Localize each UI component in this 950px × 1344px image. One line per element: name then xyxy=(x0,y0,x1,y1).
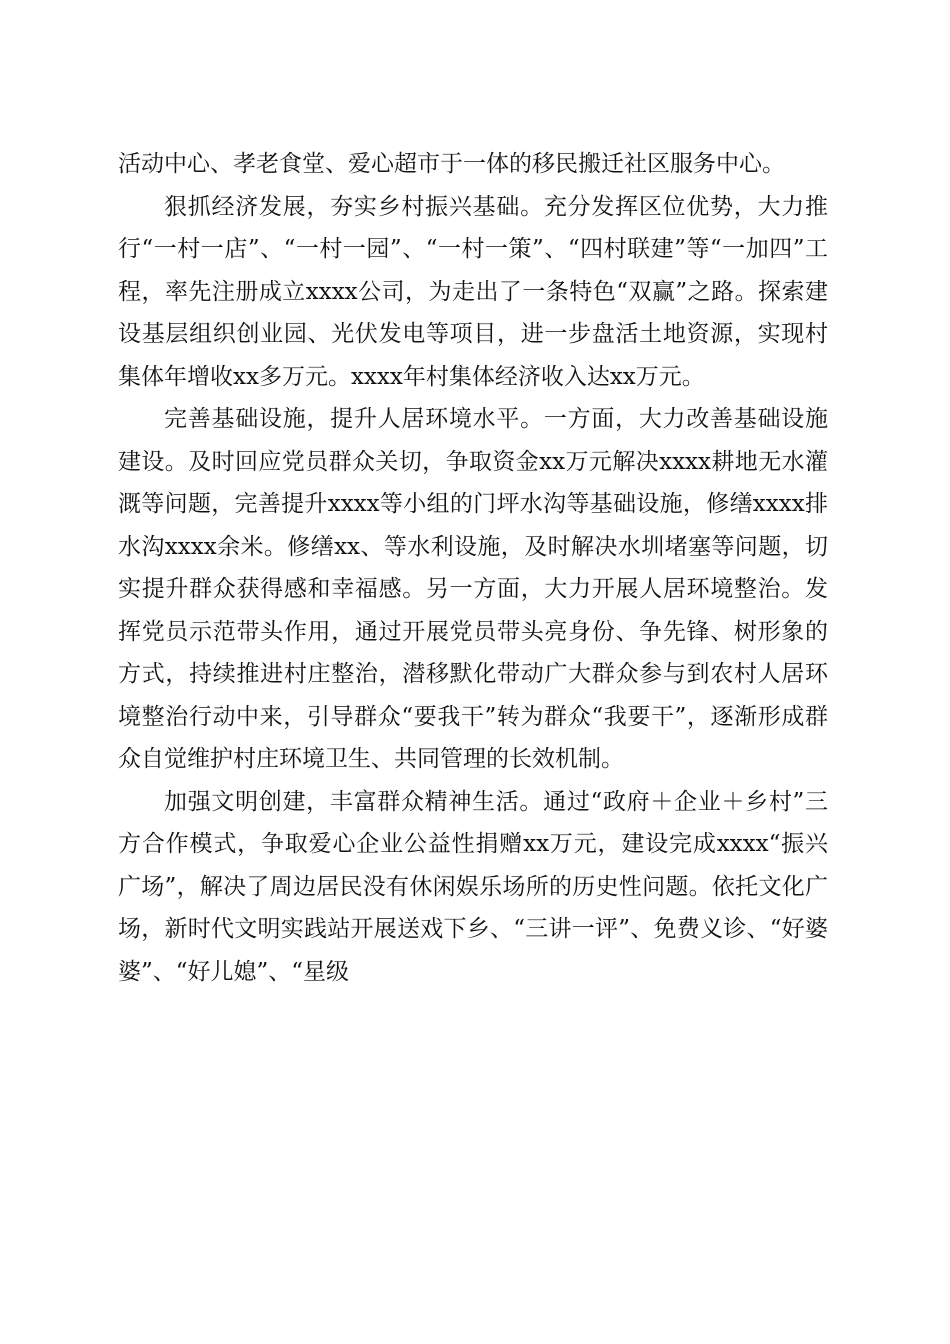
paragraph-civilization: 加强文明创建，丰富群众精神生活。通过“政府＋企业＋乡村”三方合作模式，争取爱心企业公益性捐赠xx万元，建设完成xxxx“振兴广场”，解决了周边居民没有休闲娱乐场所的历史性问题。依托文化广场，新时代文明实践站开展送戏下乡、“三讲一评”、免费义诊、“好婆婆”、“好儿媳”、“星级 xyxy=(118,788,828,985)
body-text xyxy=(118,143,828,993)
paragraph-economic-development: 狠抓经济发展，夯实乡村振兴基础。充分发挥区位优势，大力推行“一村一店”、“一村一园”、“一村一策”、“四村联建”等“一加四”工程，率先注册成立xxxx公司，为走出了一条特色“双赢”之路。探索建设基层组织创业园、光伏发电等项目，进一步盘活土地资源，实现村集体年增收xx多万元。xxxx年村集体经济收入达xx万元。 xyxy=(118,193,828,390)
paragraph-infrastructure: 完善基础设施，提升人居环境水平。一方面，大力改善基础设施建设。及时回应党员群众关切，争取资金xx万元解决xxxx耕地无水灌溉等问题，完善提升xxxx等小组的门坪水沟等基础设施，修缮xxxx排水沟xxxx余米。修缮xx、等水利设施，及时解决水圳堵塞等问题，切实提升群众获得感和幸福感。另一方面，大力开展人居环境整治。发挥党员示范带头作用，通过开展党员带头亮身份、争先锋、树形象的方式，持续推进村庄整治，潜移默化带动广大群众参与到农村人居环境整治行动中来，引导群众“要我干”转为群众“我要干”，逐渐形成群众自觉维护村庄环境卫生、共同管理的长效机制。 xyxy=(118,406,828,772)
paragraph-continuation: 活动中心、孝老食堂、爱心超市于一体的移民搬迁社区服务中心。 xyxy=(118,151,785,177)
